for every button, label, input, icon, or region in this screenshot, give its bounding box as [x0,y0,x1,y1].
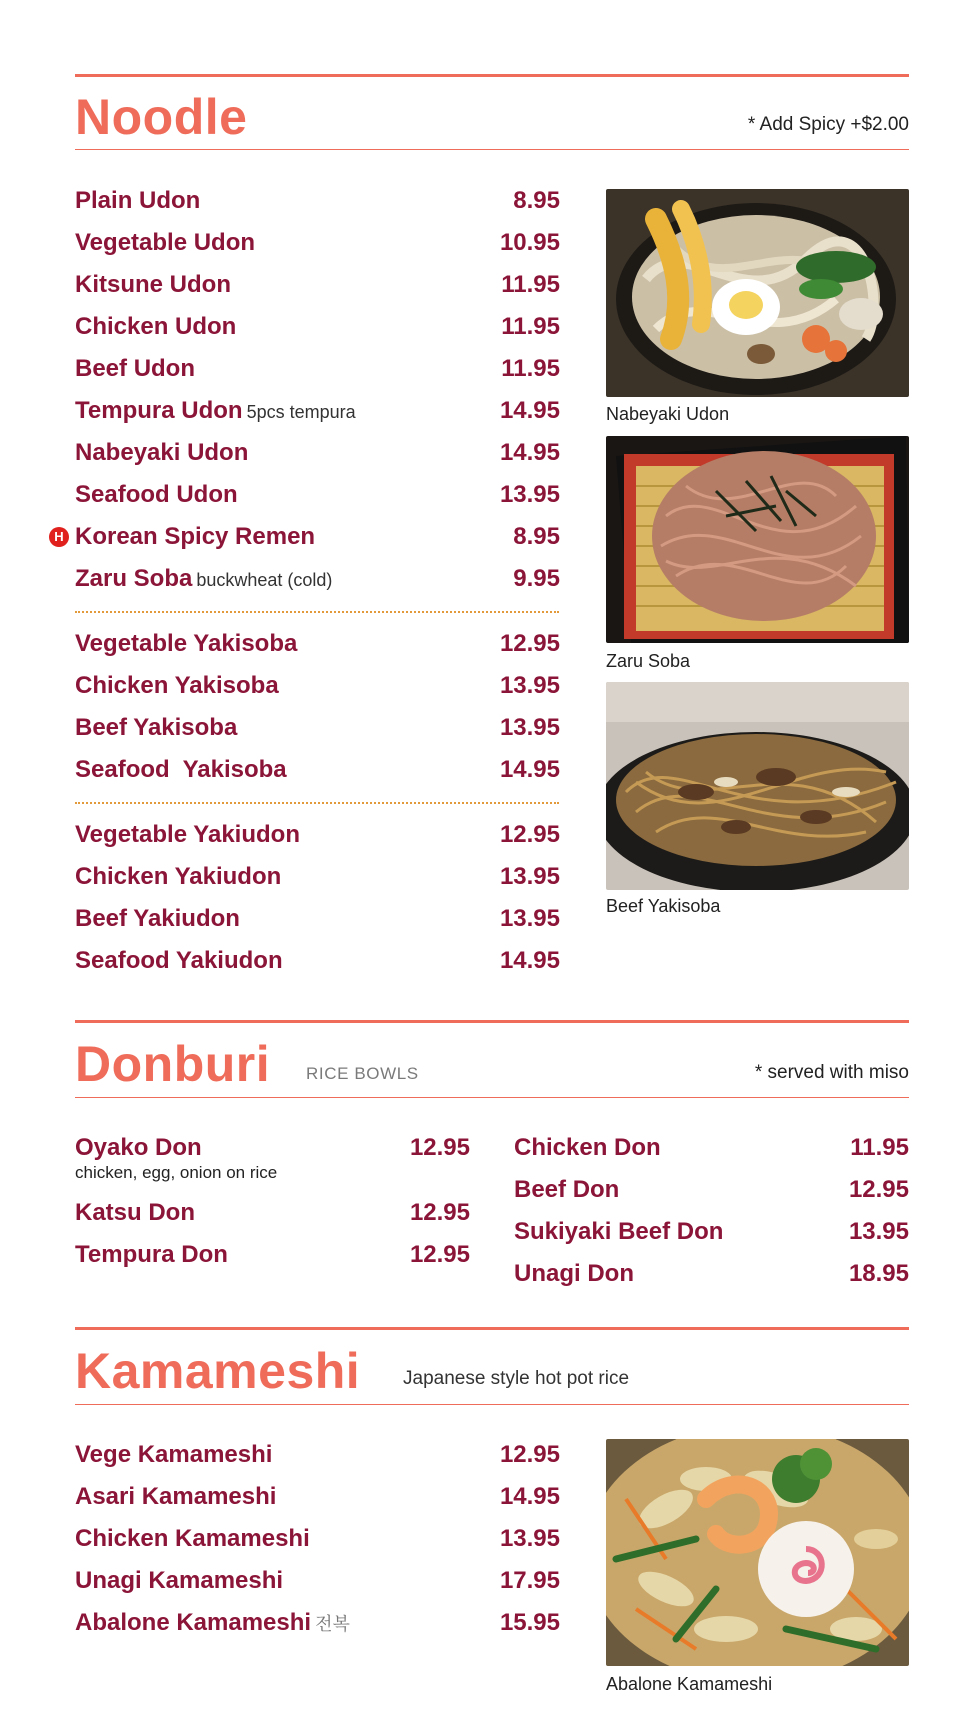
item-name: Chicken Udon [75,313,237,340]
item-name: Chicken Kamameshi [75,1525,310,1552]
item-price: 11.95 [850,1134,909,1161]
menu-item [75,352,560,386]
dotted-divider [75,611,559,613]
dotted-divider [75,802,559,804]
item-name: Unagi Don [514,1260,634,1287]
abalone-kamameshi-photo [606,1439,909,1666]
item-price: 11.95 [501,355,560,382]
item-price: 11.95 [501,271,560,298]
item-description: 전복 [315,1614,350,1634]
menu-item [75,1438,560,1472]
item-name: Asari Kamameshi [75,1483,277,1510]
item-name: Abalone Kamameshi 전복 [75,1609,350,1636]
item-name: Beef Yakiudon [75,905,240,932]
item-price: 13.95 [499,714,560,741]
noodle-top-rule [75,74,909,77]
menu-item [75,860,560,894]
menu-item [75,268,560,302]
item-price: 13.95 [848,1218,909,1245]
item-price: 12.95 [499,1441,560,1468]
item-price: 12.95 [409,1241,470,1268]
item-name: Vegetable Yakiudon [75,821,300,848]
item-name: Vege Kamameshi [75,1441,273,1468]
noodle-bottom-rule [75,149,909,150]
item-price: 14.95 [499,756,560,783]
menu-item [75,562,560,596]
item-name: Beef Udon [75,355,195,382]
menu-item [75,711,560,745]
photo-caption: Nabeyaki Udon [606,404,730,424]
item-name: Beef Don [514,1176,620,1203]
item-name: Plain Udon [75,187,201,214]
menu-item [75,902,560,936]
item-name: Seafood Udon [75,481,238,508]
menu-item [75,1606,560,1640]
menu-item [75,1131,470,1165]
item-price: 10.95 [499,229,560,256]
item-price: 17.95 [499,1567,560,1594]
menu-item [514,1131,909,1165]
item-price: 11.95 [501,313,560,340]
menu-item [75,310,560,344]
item-price: 15.95 [499,1609,560,1636]
item-name: Chicken Yakiudon [75,863,282,890]
item-name: Zaru Soba buckwheat (cold) [75,565,333,592]
donburi-top-rule [75,1020,909,1023]
item-price: 13.95 [499,672,560,699]
item-price: 9.95 [513,565,560,592]
zaru-soba-photo [606,436,909,643]
beef-yakisoba-photo [606,682,909,890]
item-name: Korean Spicy Remen [75,523,316,550]
item-name: Unagi Kamameshi [75,1567,284,1594]
menu-item [75,478,560,512]
photo-caption: Zaru Soba [606,651,691,671]
menu-item [75,1564,560,1598]
kamameshi-bottom-rule [75,1404,909,1405]
menu-item [75,1480,560,1514]
donburi-miso-note: * served with miso [754,1062,909,1083]
item-price: 14.95 [499,439,560,466]
item-price: 14.95 [499,947,560,974]
item-name: Oyako Don [75,1134,202,1161]
menu-item [75,436,560,470]
item-name: Chicken Don [514,1134,661,1161]
noodle-title: Noodle [75,89,248,145]
item-price: 13.95 [499,481,560,508]
kamameshi-subtitle: Japanese style hot pot rice [403,1368,630,1389]
item-price: 8.95 [513,187,560,214]
menu-item [75,394,560,428]
item-name: Tempura Udon 5pcs tempura [75,397,356,424]
spicy-hot-icon: H [49,527,69,547]
donburi-subtitle: RICE BOWLS [306,1064,419,1083]
item-price: 12.95 [499,821,560,848]
item-name: Sukiyaki Beef Don [514,1218,724,1245]
nabeyaki-udon-photo [606,189,909,397]
item-price: 12.95 [848,1176,909,1203]
menu-item [75,627,560,661]
item-description: buckwheat (cold) [196,570,333,590]
menu-item [75,753,560,787]
menu-item [75,1238,470,1272]
kamameshi-top-rule [75,1327,909,1330]
item-description: 5pcs tempura [246,402,356,422]
item-name: Beef Yakisoba [75,714,238,741]
item-name: Vegetable Yakisoba [75,630,298,657]
menu-item [75,818,560,852]
item-name: Seafood Yakisoba [75,756,287,783]
menu-item [514,1215,909,1249]
item-price: 12.95 [409,1134,470,1161]
item-name: Chicken Yakisoba [75,672,279,699]
item-name: Nabeyaki Udon [75,439,249,466]
item-name: Vegetable Udon [75,229,256,256]
menu-item [75,1196,470,1230]
menu-item [75,669,560,703]
menu-item [514,1257,909,1291]
item-name: Katsu Don [75,1199,195,1226]
item-price: 14.95 [499,1483,560,1510]
menu-item [75,1522,560,1556]
item-price: 13.95 [499,905,560,932]
item-price: 8.95 [513,523,560,550]
item-price: 12.95 [409,1199,470,1226]
item-price: 18.95 [848,1260,909,1287]
menu-item [75,944,560,978]
item-name: Seafood Yakiudon [75,947,283,974]
donburi-title: Donburi [75,1036,271,1092]
item-price: 13.95 [499,1525,560,1552]
item-name: Kitsune Udon [75,271,231,298]
item-price: 12.95 [499,630,560,657]
item-price: 13.95 [499,863,560,890]
item-description: chicken, egg, onion on rice [75,1163,278,1182]
menu-item [75,226,560,260]
menu-item [75,520,560,554]
photo-caption: Abalone Kamameshi [606,1674,773,1694]
kamameshi-title: Kamameshi [75,1343,361,1399]
noodle-spicy-note: * Add Spicy +$2.00 [747,114,909,135]
item-name: Tempura Don [75,1241,228,1268]
donburi-bottom-rule [75,1097,909,1098]
photo-caption: Beef Yakisoba [606,896,721,916]
menu-item [75,184,560,218]
item-price: 14.95 [499,397,560,424]
menu-item [514,1173,909,1207]
